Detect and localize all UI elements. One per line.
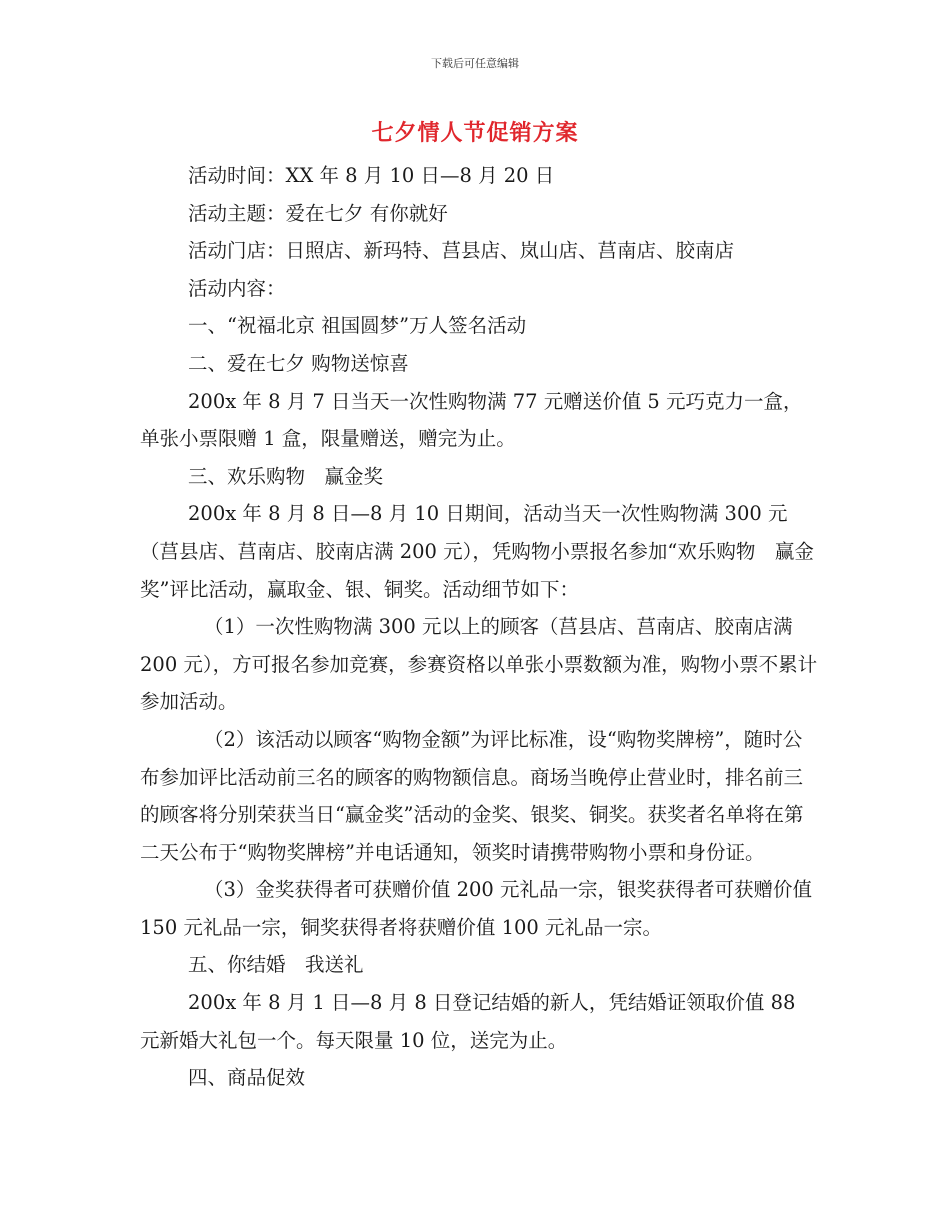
rule-1: （1）一次性购物满 300 元以上的顾客（莒县店、莒南店、胶南店满 200 元），方可报名参加竞赛，参赛资格以单张小票数额为准，购物小票不累计参加活动。 [140,615,818,714]
section-heading-1: 一、“祝福北京 祖国圆梦”万人签名活动 [188,314,527,338]
rule-3: （3）金奖获得者可获赠价值 200 元礼品一宗，银奖获得者可获赠价值 150 元礼品一宗，铜奖获得者将获赠价值 100 元礼品一宗。 [140,878,819,939]
paragraph-activity-time: 活动时间：XX 年 8 月 10 日—8 月 20 日 [188,164,555,187]
section-heading-4: 四、商品促效 [188,1066,306,1090]
document-body [140,157,820,1097]
section-2-body: 200x 年 8 月 7 日当天一次性购物满 77 元赠送价值 5 元巧克力一盒，单张小票限赠 1 盒，限量赠送，赠完为止。 [140,389,803,451]
section-heading-3: 三、欢乐购物 赢金奖 [188,464,384,488]
document-title: 七夕情人节促销方案 [371,121,579,146]
section-heading-5: 五、你结婚 我送礼 [188,953,364,977]
rule-2: （2）该活动以顾客“购物金额”为评比标准，设“购物奖牌榜”，随时公布参加评比活动前三名的顾客的购物额信息。商场当晚停止营业时，排名前三的顾客将分别荣获当日“赢金奖”活动的金奖、银奖、铜奖。获奖者名单将在第二天公布于“购物奖牌榜”并电话通知，领奖时请携带购物小票和身份证。 [140,727,804,864]
section-heading-2: 二、爱在七夕 购物送惊喜 [188,351,409,375]
header-note: 下载后可任意编辑 [431,57,519,70]
paragraph-activity-content: 活动内容： [188,276,286,300]
section-5-body: 200x 年 8 月 1 日—8 月 8 日登记结婚的新人，凭结婚证领取价值 88 元新婚大礼包一个。每天限量 10 位，送完为止。 [140,991,802,1052]
section-3-body: 200x 年 8 月 8 日—8 月 10 日期间，活动当天一次性购物满 300 元（莒县店、莒南店、胶南店满 200 元），凭购物小票报名参加“欢乐购物 赢金奖”评比活动，赢取金、银、铜奖。活动细节如下： [140,502,814,601]
paragraph-activity-stores: 活动门店：日照店、新玛特、莒县店、岚山店、莒南店、胶南店 [188,239,735,263]
paragraph-activity-theme: 活动主题：爱在七夕 有你就好 [188,201,448,225]
